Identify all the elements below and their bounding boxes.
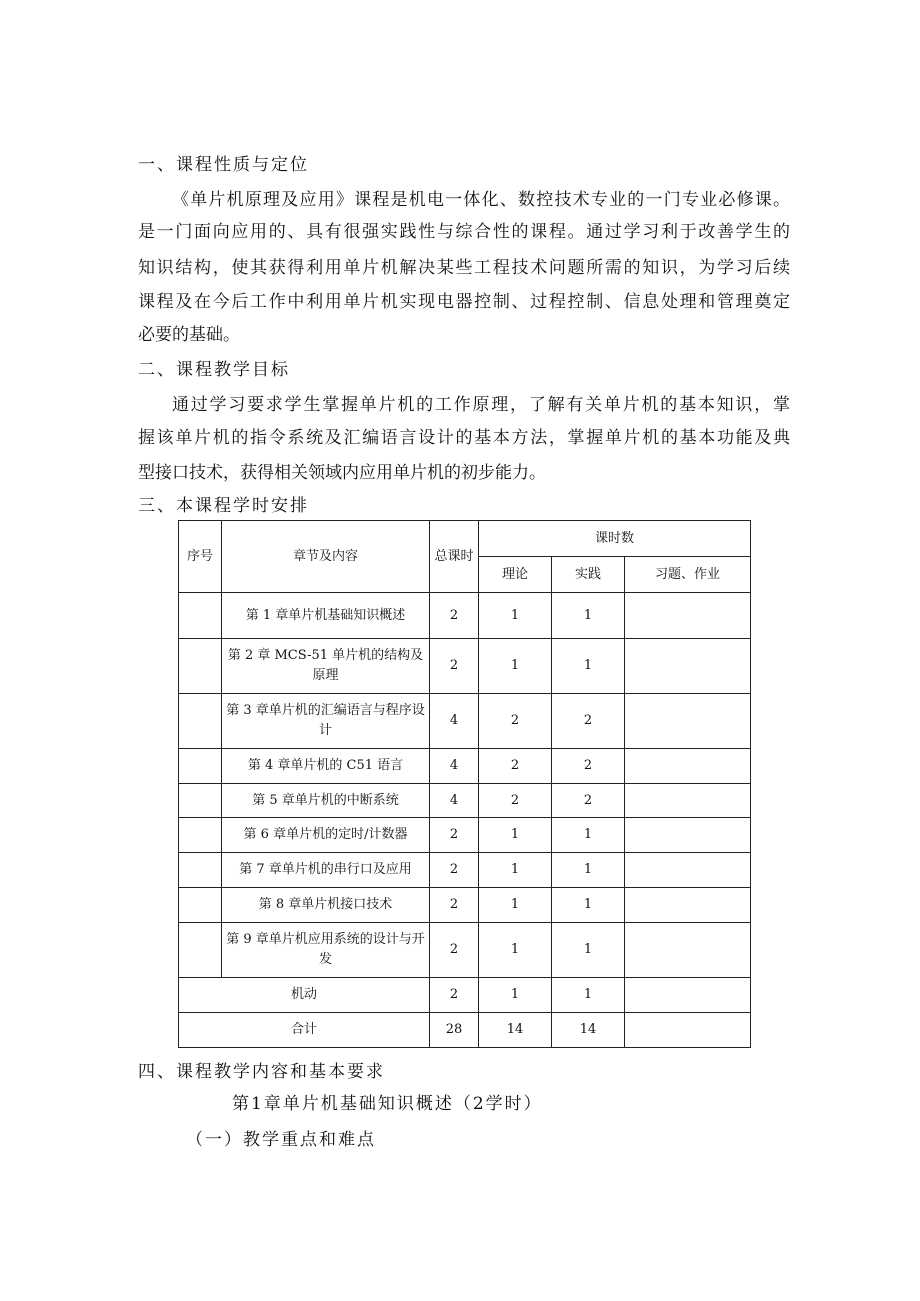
chapter-title: 第1章单片机基础知识概述（2学时） (232, 1094, 543, 1114)
cell-total: 2 (430, 923, 479, 978)
cell-exercise (625, 818, 751, 853)
flex-theory: 1 (479, 978, 552, 1013)
table-row-flex (179, 978, 751, 1013)
header-practice: 实践 (552, 557, 625, 593)
paragraph-line: 是一门面向应用的、具有很强实践性与综合性的课程。通过学习利于改善学生的 (138, 222, 790, 242)
cell-total: 4 (430, 749, 479, 784)
cell-theory: 1 (479, 593, 552, 639)
cell-practice: 2 (552, 694, 625, 749)
sum-practice: 14 (552, 1013, 625, 1048)
sum-label: 合计 (179, 1013, 430, 1048)
table-row (179, 639, 751, 694)
paragraph-line: 必要的基础。 (138, 325, 240, 345)
subsection-title: （一）教学重点和难点 (186, 1130, 376, 1150)
cell-practice: 1 (552, 639, 625, 694)
header-no: 序号 (179, 521, 222, 593)
cell-theory: 2 (479, 784, 552, 818)
cell-content: 第 3 章单片机的汇编语言与程序设计 (222, 694, 430, 749)
section-heading: 四、课程教学内容和基本要求 (138, 1062, 385, 1082)
table-row (179, 888, 751, 923)
table-row (179, 784, 751, 818)
flex-total: 2 (430, 978, 479, 1013)
cell-total: 2 (430, 853, 479, 888)
flex-exercise (625, 978, 751, 1013)
sum-theory: 14 (479, 1013, 552, 1048)
cell-no (179, 853, 222, 888)
header-total: 总课时 (430, 521, 479, 593)
sum-total: 28 (430, 1013, 479, 1048)
cell-practice: 1 (552, 888, 625, 923)
cell-no (179, 923, 222, 978)
header-hours: 课时数 (479, 521, 751, 557)
cell-content: 第 8 章单片机接口技术 (222, 888, 430, 923)
cell-exercise (625, 639, 751, 694)
cell-total: 2 (430, 639, 479, 694)
cell-exercise (625, 694, 751, 749)
cell-practice: 1 (552, 818, 625, 853)
table-row (179, 749, 751, 784)
cell-theory: 2 (479, 749, 552, 784)
cell-theory: 1 (479, 853, 552, 888)
header-exercise: 习题、作业 (625, 557, 751, 593)
paragraph-line: 型接口技术，获得相关领域内应用单片机的初步能力。 (138, 463, 546, 483)
flex-label: 机动 (179, 978, 430, 1013)
cell-total: 2 (430, 888, 479, 923)
cell-no (179, 593, 222, 639)
paragraph-line: 握该单片机的指令系统及汇编语言设计的基本方法，掌握单片机的基本功能及典 (138, 428, 790, 448)
cell-no (179, 749, 222, 784)
cell-practice: 1 (552, 853, 625, 888)
cell-practice: 1 (552, 923, 625, 978)
cell-exercise (625, 923, 751, 978)
cell-exercise (625, 784, 751, 818)
table-row (179, 853, 751, 888)
flex-practice: 1 (552, 978, 625, 1013)
cell-total: 4 (430, 694, 479, 749)
cell-practice: 1 (552, 593, 625, 639)
table-row (179, 923, 751, 978)
cell-content: 第 1 章单片机基础知识概述 (222, 593, 430, 639)
cell-no (179, 818, 222, 853)
cell-exercise (625, 888, 751, 923)
sum-exercise (625, 1013, 751, 1048)
cell-theory: 1 (479, 888, 552, 923)
cell-no (179, 694, 222, 749)
paragraph-line: 知识结构，使其获得利用单片机解决某些工程技术问题所需的知识，为学习后续 (138, 258, 790, 278)
paragraph-line: 《单片机原理及应用》课程是机电一体化、数控技术专业的一门专业必修课。 (172, 190, 790, 210)
cell-content: 第 4 章单片机的 C51 语言 (222, 749, 430, 784)
cell-exercise (625, 593, 751, 639)
cell-content: 第 2 章 MCS-51 单片机的结构及原理 (222, 639, 430, 694)
cell-theory: 1 (479, 639, 552, 694)
table-row (179, 694, 751, 749)
cell-total: 2 (430, 593, 479, 639)
schedule-table (178, 520, 751, 1048)
cell-theory: 1 (479, 923, 552, 978)
cell-practice: 2 (552, 749, 625, 784)
header-theory: 理论 (479, 557, 552, 593)
cell-theory: 2 (479, 694, 552, 749)
table-row (179, 593, 751, 639)
cell-no (179, 639, 222, 694)
cell-total: 2 (430, 818, 479, 853)
cell-content: 第 7 章单片机的串行口及应用 (222, 853, 430, 888)
header-content: 章节及内容 (222, 521, 430, 593)
table-row-sum (179, 1013, 751, 1048)
section-heading: 三、本课程学时安排 (138, 496, 309, 516)
cell-exercise (625, 853, 751, 888)
cell-practice: 2 (552, 784, 625, 818)
cell-total: 4 (430, 784, 479, 818)
cell-content: 第 9 章单片机应用系统的设计与开发 (222, 923, 430, 978)
cell-exercise (625, 749, 751, 784)
cell-theory: 1 (479, 818, 552, 853)
cell-no (179, 784, 222, 818)
cell-content: 第 5 章单片机的中断系统 (222, 784, 430, 818)
cell-no (179, 888, 222, 923)
section-heading: 二、课程教学目标 (138, 360, 290, 380)
table-row (179, 818, 751, 853)
paragraph-line: 通过学习要求学生掌握单片机的工作原理，了解有关单片机的基本知识，掌 (172, 395, 790, 415)
section-heading: 一、课程性质与定位 (138, 155, 309, 175)
cell-content: 第 6 章单片机的定时/计数器 (222, 818, 430, 853)
paragraph-line: 课程及在今后工作中利用单片机实现电器控制、过程控制、信息处理和管理奠定 (138, 292, 790, 312)
